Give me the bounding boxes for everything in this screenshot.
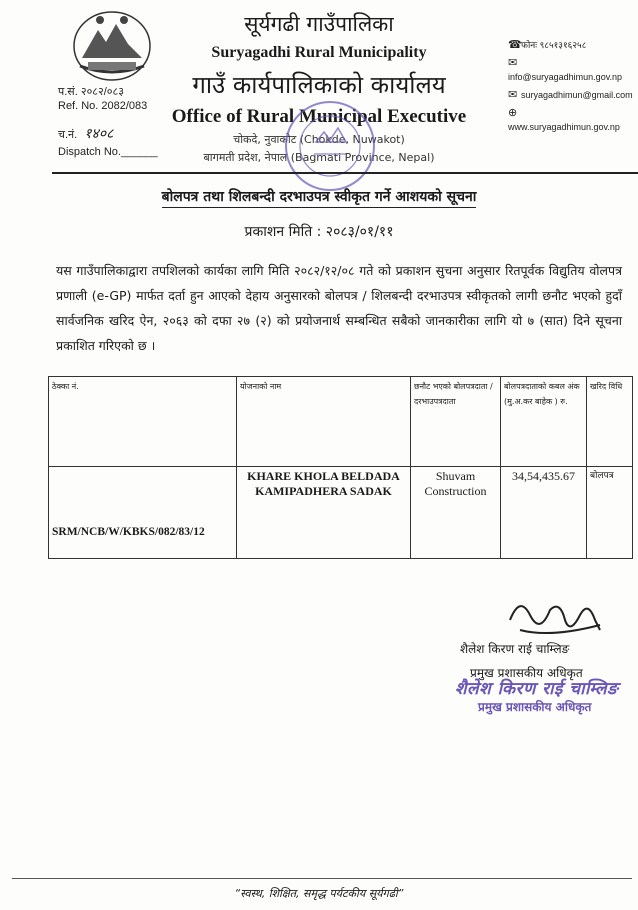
ps-number: प.सं. २०८२/०८३	[58, 86, 124, 98]
municipality-name-en: Suryagadhi Rural Municipality	[211, 44, 427, 61]
header-selected-bidder: छनौट भएको बोलपत्रदाता / दरभाउपत्रदाता	[411, 377, 501, 467]
contact-phone: ☎फोनः ९८५१३१६२५८	[508, 39, 587, 51]
header-divider	[52, 172, 638, 174]
office-name-en: Office of Rural Municipal Executive	[171, 106, 467, 127]
stamp-name: शैलेश किरण राई चाम्लिङ	[455, 679, 619, 699]
signature-icon	[500, 590, 610, 645]
cell-selected-bidder: Shuvam Construction	[411, 467, 501, 559]
cell-contract-no: SRM/NCB/W/KBKS/082/83/12	[49, 467, 237, 559]
cn-value: १४०८	[84, 126, 114, 142]
mail-icon: ✉	[508, 57, 518, 69]
signatory-title: प्रमुख प्रशासकीय अधिकृत	[470, 666, 583, 680]
notice-title-wrap	[0, 186, 638, 208]
contact-email-2: ✉ suryagadhimun@gmail.com	[508, 89, 633, 101]
header-contract-no: ठेक्का नं.	[49, 377, 237, 467]
ref-number: Ref. No. 2082/083	[58, 100, 148, 112]
header-amount: बोलपत्रदाताको कबल अंक (मु.अ.कर बाहेक ) रु.	[501, 377, 587, 467]
contact-website: www.suryagadhimun.gov.np	[508, 122, 620, 132]
notice-title: बोलपत्र तथा शिलबन्दी दरभाउपत्र स्वीकृत गर्ने आशयको सूचना	[162, 187, 477, 208]
cn-label: च.नं.	[58, 129, 78, 141]
official-seal-icon	[280, 96, 380, 196]
footer-divider	[12, 878, 632, 879]
header-project-name: योजनाको नाम	[237, 377, 411, 467]
mail-icon-row	[508, 56, 521, 69]
globe-icon: ⊕	[508, 107, 518, 119]
mail-icon: ✉	[508, 89, 518, 101]
contact-email-1: info@suryagadhimun.gov.np	[508, 72, 623, 82]
globe-icon-row	[508, 106, 521, 119]
table-row	[49, 467, 633, 559]
header-method: खरिद विधि	[587, 377, 633, 467]
address-line-1: चोकदे, नुवाकोट (Chokde, Nuwakot)	[233, 133, 405, 146]
cn-number	[58, 124, 113, 143]
footer-motto: “स्वस्थ, शिक्षित, समृद्ध पर्यटकीय सूर्यगढी”	[234, 887, 404, 900]
cell-amount: 34,54,435.67	[501, 467, 587, 559]
notice-body: यस गाउँपालिकाद्वारा तपशिलको कार्यका लागि मिति २०८२/१२/०८ गते को प्रकाशन सुचना अनुसार रितपूर्वक विद्युतिय वोलपत्र प्रणाली (e-GP) मार्फत दर्ता हुन आएको देहाय अनुसारको बोलपत्र / शिलबन्दी दरभाउपत्र स्वीकृतको लागी छनौट भएको हुदाँ सार्वजनिक खरिद ऐन, २०६३ को दफा २७ (२) को प्रयोजनार्थ सम्बन्धित सबैको जानकारीका लागि यो ७ (सात) दिने सूचना प्रकाशित गरिएको छ ।	[56, 263, 622, 353]
signatory-name: शैलेश किरण राई चाम्लिङ	[460, 642, 570, 656]
cell-method: बोलपत्र	[587, 467, 633, 559]
phone-icon: ☎	[508, 39, 522, 51]
cell-project-name: KHARE KHOLA BELDADA KAMIPADHERA SADAK	[237, 467, 411, 559]
stamp-title: प्रमुख प्रशासकीय अधिकृत	[478, 700, 592, 714]
municipality-name-np: सूर्यगढी गाउँपालिका	[244, 12, 394, 36]
table-header-row	[49, 377, 633, 467]
dispatch-number: Dispatch No.______	[58, 146, 158, 158]
office-name-np: गाउँ कार्यपालिकाको कार्यालय	[192, 71, 446, 99]
address-line-2: बागमती प्रदेश, नेपाल (Bagmati Province, Nepal)	[203, 151, 435, 164]
bid-table	[48, 376, 633, 559]
publication-date: प्रकाशन मिति : २०८३/०१/११	[244, 224, 394, 240]
